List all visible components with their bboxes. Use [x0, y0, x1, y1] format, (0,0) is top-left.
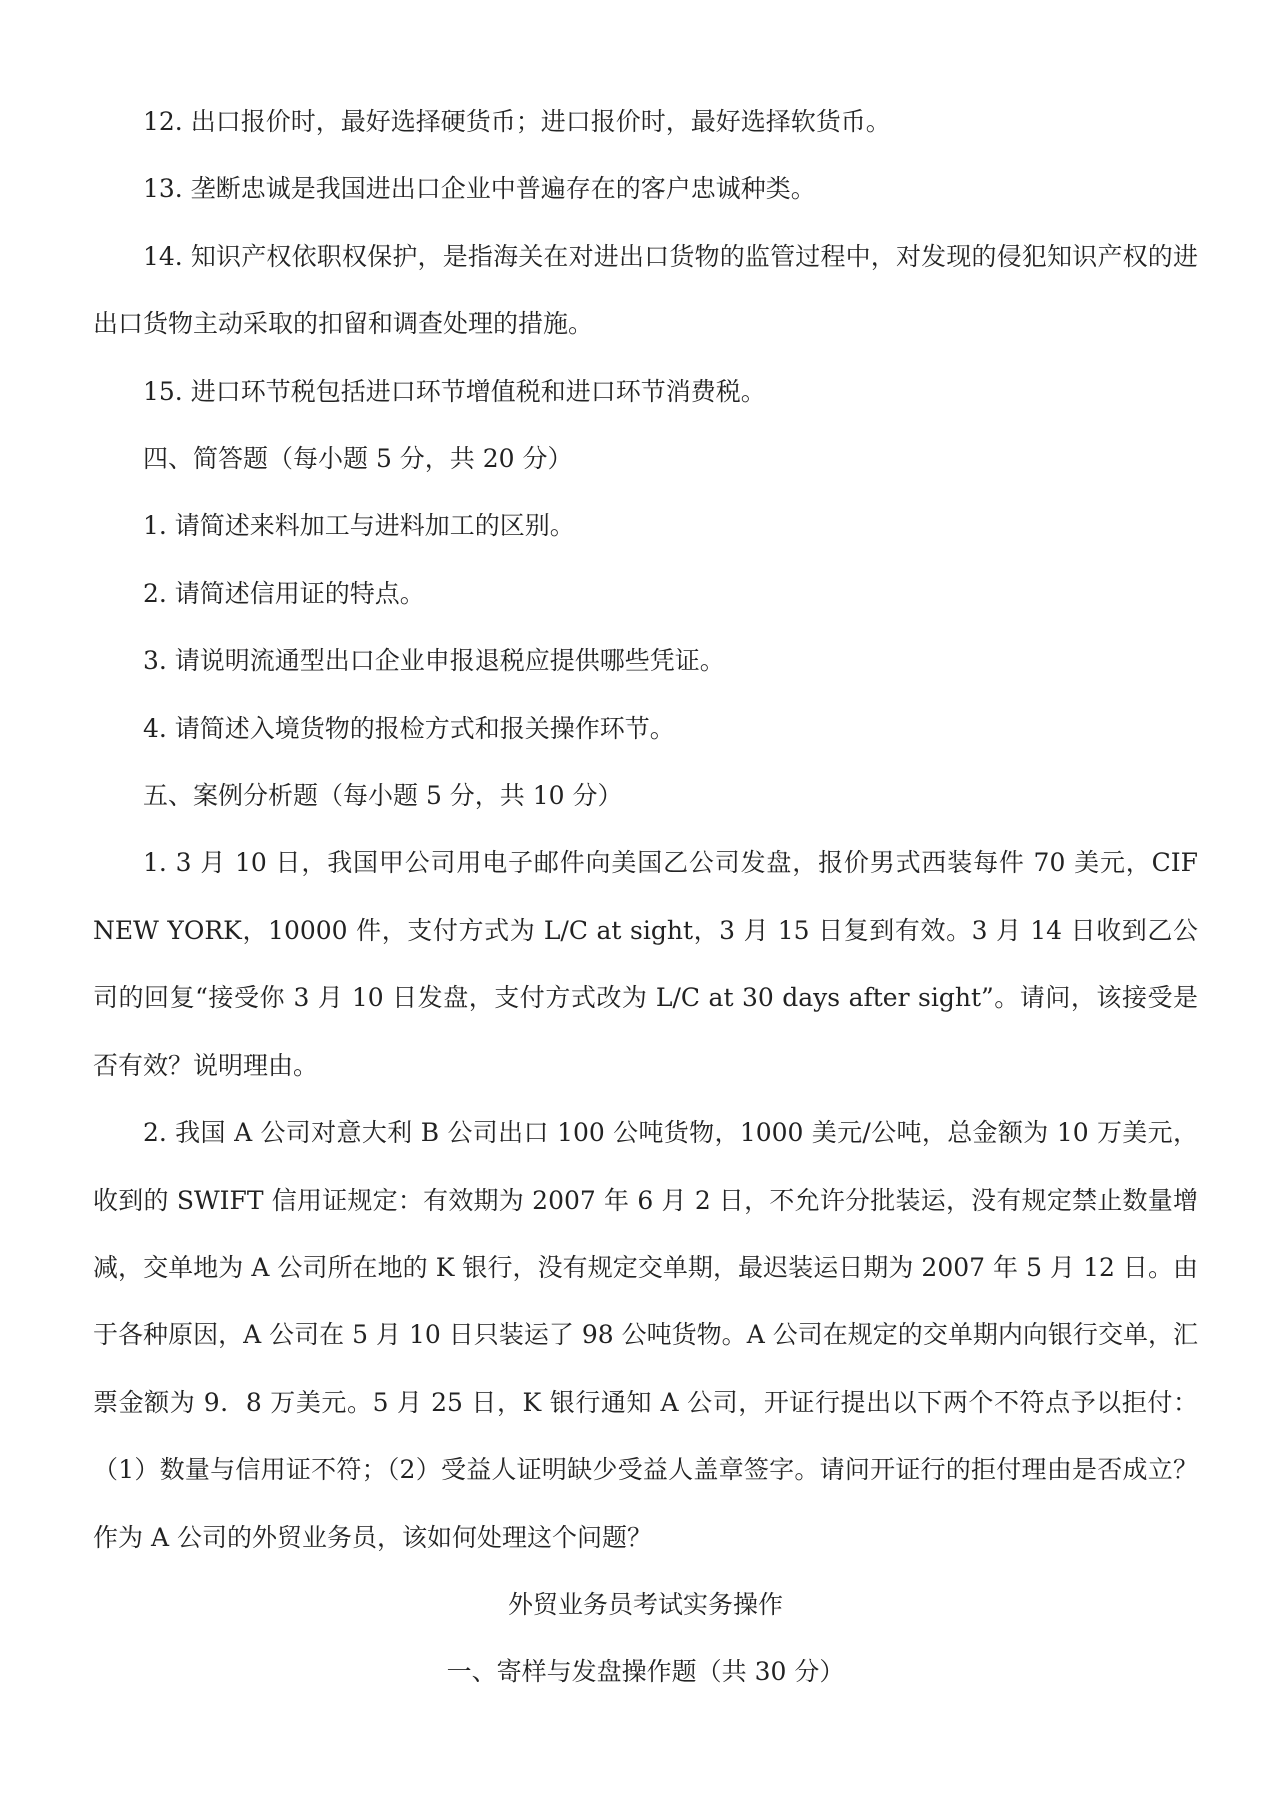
- short-answer-item-1: 1. 请简述来料加工与进料加工的区别。: [143, 511, 575, 541]
- judgment-item-12: 12. 出口报价时，最好选择硬货币；进口报价时，最好选择软货币。: [143, 107, 891, 136]
- document-page: [93, 88, 1198, 1706]
- section5-heading: 五、案例分析题（每小题 5 分，共 10 分）: [143, 781, 623, 811]
- practice-title: 外贸业务员考试实务操作: [507, 1589, 783, 1619]
- judgment-item-15: 15. 进口环节税包括进口环节增值税和进口环节消费税。: [143, 376, 766, 406]
- judgment-item-13: 13. 垄断忠诚是我国进出口企业中普遍存在的客户忠诚种类。: [143, 174, 816, 204]
- section4-heading: 四、简答题（每小题 5 分，共 20 分）: [143, 444, 573, 474]
- case-item-1: 1. 3 月 10 日，我国甲公司用电子邮件向美国乙公司发盘，报价男式西装每件 70 美元，CIF NEW YORK，10000 件，支付方式为 L/C at sight，3 月 15 日复到有效。3 月 14 日收到乙公司的回复“接受你 3 月 10 日发盘，支付方式改为 L/C at 30 days after sight”。请问，该接受是否有效？说明理由。: [93, 848, 1198, 1080]
- case-item-2: 2. 我国 A 公司对意大利 B 公司出口 100 公吨货物，1000 美元/公吨，总金额为 10 万美元，收到的 SWIFT 信用证规定：有效期为 2007 年 6 月 2 日，不允许分批装运，没有规定禁止数量增减，交单地为 A 公司所在地的 K 银行，没有规定交单期，最迟装运日期为 2007 年 5 月 12 日。由于各种原因，A 公司在 5 月 10 日只装运了 98 公吨货物。A 公司在规定的交单期内向银行交单，汇票金额为 9．8 万美元。5 月 25 日，K 银行通知 A 公司，开证行提出以下两个不符点予以拒付：（1）数量与信用证不符；（2）受益人证明缺少受益人盖章签字。请问开证行的拒付理由是否成立？作为 A 公司的外贸业务员，该如何处理这个问题？: [93, 1118, 1198, 1552]
- short-answer-item-3: 3. 请说明流通型出口企业申报退税应提供哪些凭证。: [143, 646, 725, 676]
- short-answer-item-4: 4. 请简述入境货物的报检方式和报关操作环节。: [143, 713, 675, 743]
- practice-section1-heading: 一、寄样与发盘操作题（共 30 分）: [446, 1657, 845, 1687]
- judgment-item-14: 14. 知识产权依职权保护，是指海关在对进出口货物的监管过程中，对发现的侵犯知识产权的进出口货物主动采取的扣留和调查处理的措施。: [93, 241, 1198, 339]
- short-answer-item-2: 2. 请简述信用证的特点。: [143, 578, 425, 608]
